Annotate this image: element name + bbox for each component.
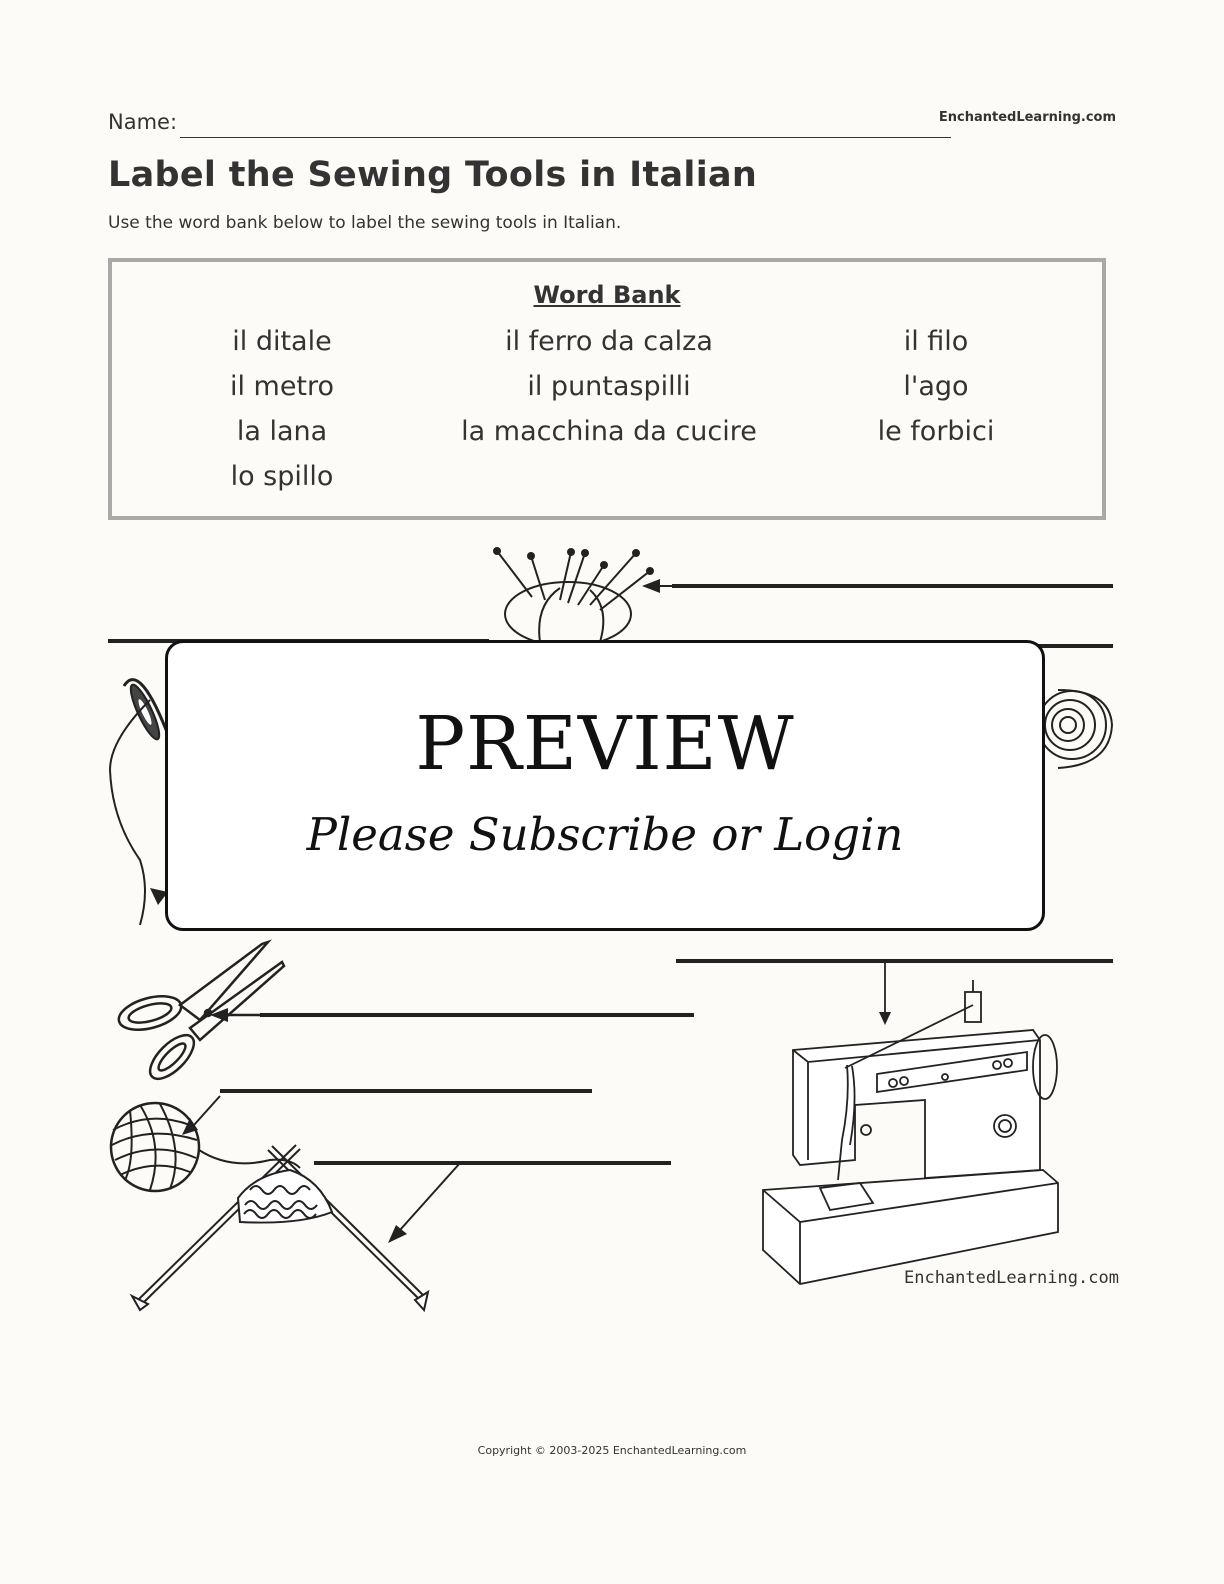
name-label: Name: (108, 110, 178, 134)
thread-spool-icon (1038, 690, 1112, 768)
worksheet-title: Label the Sewing Tools in Italian (108, 155, 758, 195)
instructions: Use the word bank below to label the sewing tools in Italian. (108, 213, 622, 233)
scissors-icon (115, 942, 284, 1086)
sewing-machine-icon (763, 961, 1058, 1284)
word-bank-word: il ditale (232, 326, 332, 357)
site-name[interactable]: EnchantedLearning.com (938, 110, 1116, 125)
word-bank-word: la macchina da cucire (461, 416, 757, 447)
word-bank-word: la lana (236, 416, 328, 447)
illustration-credit: EnchantedLearning.com (904, 1268, 1119, 1288)
pincushion-icon (494, 548, 672, 646)
needle-icon (110, 680, 170, 925)
preview-overlay[interactable] (165, 640, 1045, 931)
copyright: Copyright © 2003-2025 EnchantedLearning.com (477, 1444, 747, 1457)
word-bank-word: l'ago (903, 371, 969, 402)
subscribe-login-link[interactable]: Please Subscribe or Login (306, 808, 904, 861)
word-bank-word: il metro (229, 371, 335, 402)
word-bank-word: il ferro da calza (505, 326, 713, 357)
preview-title: PREVIEW (415, 701, 795, 787)
word-bank-word: il puntaspilli (527, 371, 691, 402)
word-bank-word: le forbici (877, 416, 995, 447)
word-bank-word: lo spillo (230, 461, 334, 492)
word-bank-title: Word Bank (533, 281, 681, 309)
word-bank-word: il filo (903, 326, 969, 357)
